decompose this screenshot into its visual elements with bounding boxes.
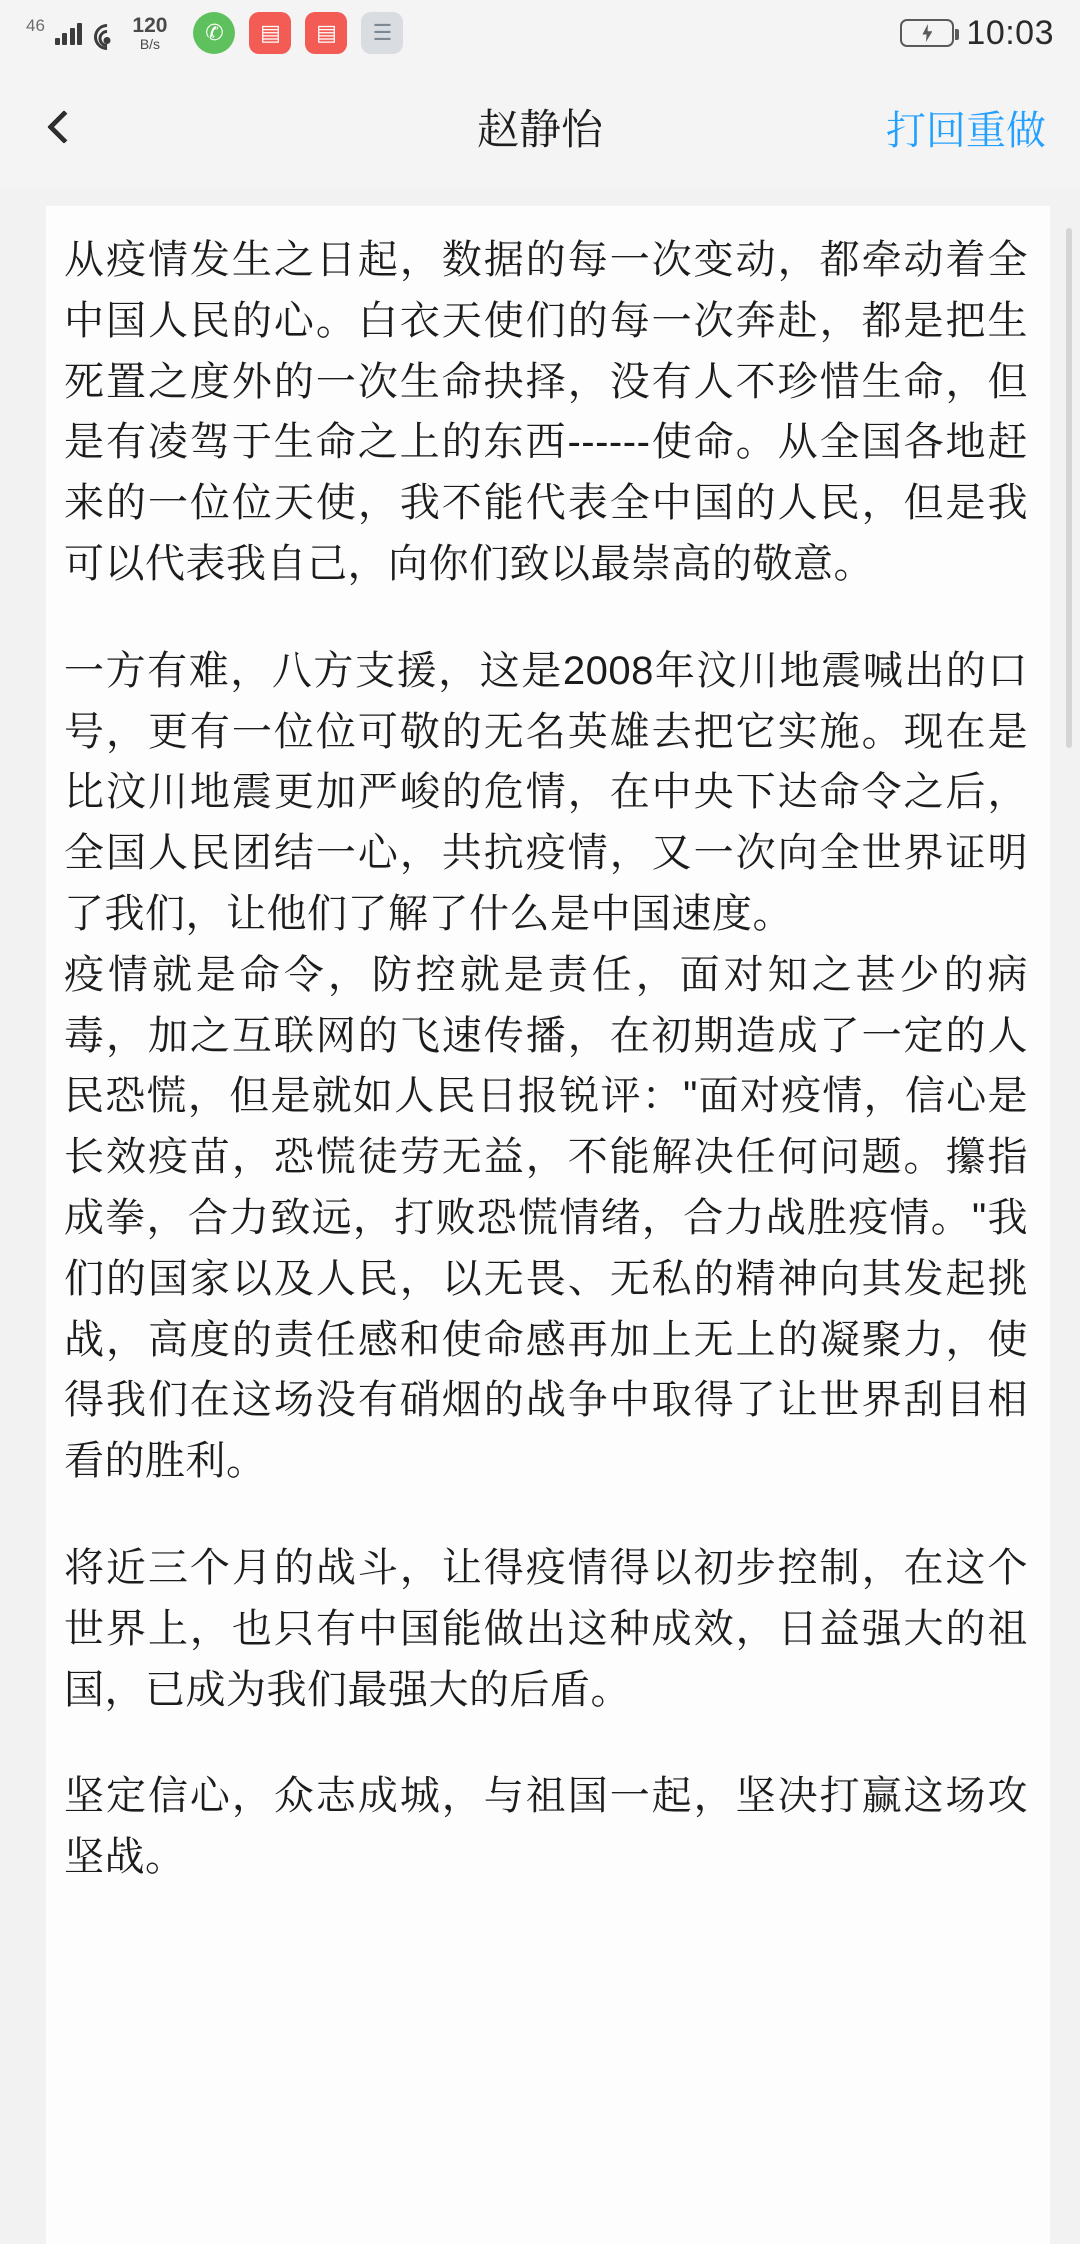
app-gray-icon: ☰ xyxy=(361,12,403,54)
battery-charging-icon xyxy=(900,19,954,47)
paragraph: 坚定信心，众志成城，与祖国一起，坚决打赢这场攻坚战。 xyxy=(64,1774,1028,1880)
paragraph: 疫情就是命令，防控就是责任，面对知之甚少的病毒，加之互联网的飞速传播，在初期造成了一定的人民恐慌，但是就如人民日报锐评："面对疫情，信心是长效疫苗，恐慌徒劳无益，不能解决任何问题。攥指成拳，合力致远，打败恐慌情绪，合力战胜疫情。"我们的国家以及人民，以无畏、无私的精神向其发起挑战，高度的责任感和使命感再加上无上的凝聚力，使得我们在这场没有硝烟的战争中取得了让世界刮目相看的胜利。 xyxy=(64,952,1028,1484)
wechat-icon: ✆ xyxy=(193,12,235,54)
paragraph: 从疫情发生之日起，数据的每一次变动，都牵动着全中国人民的心。白衣天使们的每一次奔赴，都是把生死置之度外的一次生命抉择，没有人不珍惜生命，但是有凌驾于生命之上的东西------使命。从全国各地赶来的一位位天使，我不能代表全中国的人民，但是我可以代表我自己，向你们致以最崇高的敬意。 xyxy=(64,238,1028,586)
document-body xyxy=(46,206,1050,2244)
status-bar-right xyxy=(900,14,1054,53)
chevron-left-icon xyxy=(47,110,81,144)
network-speed-value: 120 xyxy=(132,13,168,37)
network-speed-unit: B/s xyxy=(139,35,161,52)
reject-redo-button[interactable]: 打回重做 xyxy=(886,108,1046,153)
paragraph: 将近三个月的战斗，让得疫情得以初步控制，在这个世界上，也只有中国能做出这种成效，日益强大的祖国，已成为我们最强大的后盾。 xyxy=(64,1545,1028,1712)
back-button[interactable] xyxy=(34,97,94,157)
status-bar-clock: 10:03 xyxy=(966,13,1054,52)
status-bar xyxy=(0,0,1080,66)
status-bar-notification-icons xyxy=(167,12,900,54)
status-bar-left xyxy=(26,15,167,52)
signal-label: 46 xyxy=(26,16,45,36)
page-title: 赵静怡 xyxy=(476,106,603,153)
wifi-icon xyxy=(92,21,122,45)
content-scroll-area[interactable] xyxy=(0,188,1080,2244)
network-speed xyxy=(132,15,167,52)
signal-icon xyxy=(55,21,83,45)
navigation-bar xyxy=(0,66,1080,188)
app-red-icon-2: ▤ xyxy=(305,12,347,54)
scrollbar-thumb[interactable] xyxy=(1066,228,1072,748)
app-red-icon: ▤ xyxy=(249,12,291,54)
paragraph: 一方有难，八方支援，这是2008年汶川地震喊出的口号，更有一位位可敬的无名英雄去把它实施。现在是比汶川地震更加严峻的危情，在中央下达命令之后，全国人民团结一心，共抗疫情，又一次向全世界证明了我们，让他们了解了什么是中国速度。 xyxy=(64,648,1028,936)
